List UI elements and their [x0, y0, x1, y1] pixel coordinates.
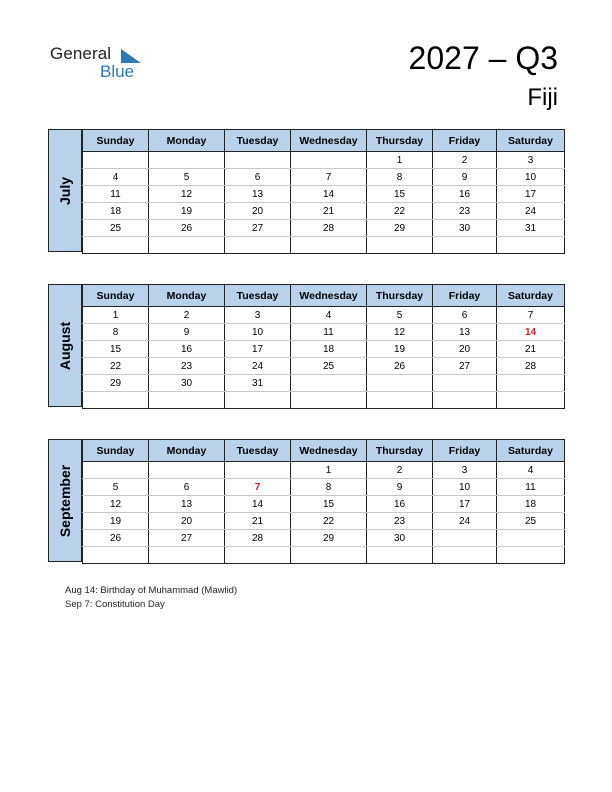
logo-blue-text: Blue	[100, 62, 135, 81]
day-cell: 2	[433, 152, 497, 169]
day-cell: 21	[291, 203, 367, 220]
day-cell: 5	[149, 169, 225, 186]
day-cell	[225, 547, 291, 564]
day-cell: 9	[433, 169, 497, 186]
day-cell	[291, 237, 367, 254]
week-row	[83, 496, 565, 513]
day-cell: 7	[291, 169, 367, 186]
logo-general-text: General	[50, 44, 112, 63]
day-cell: 3	[225, 307, 291, 324]
week-row	[83, 169, 565, 186]
day-cell	[149, 237, 225, 254]
weekday-header: Sunday	[83, 130, 149, 152]
week-row	[83, 392, 565, 409]
day-cell: 30	[367, 530, 433, 547]
country-name: Fiji	[527, 84, 558, 111]
weekday-header: Monday	[149, 440, 225, 462]
month-label	[48, 284, 82, 407]
day-cell	[83, 152, 149, 169]
day-cell	[149, 392, 225, 409]
day-cell: 19	[83, 513, 149, 530]
day-cell: 23	[367, 513, 433, 530]
day-cell: 13	[225, 186, 291, 203]
day-cell	[433, 530, 497, 547]
month-calendar-table	[82, 439, 565, 564]
week-row	[83, 237, 565, 254]
day-cell: 7	[225, 479, 291, 496]
day-cell: 5	[367, 307, 433, 324]
day-cell: 28	[291, 220, 367, 237]
day-cell	[149, 462, 225, 479]
day-cell: 12	[83, 496, 149, 513]
day-cell: 25	[291, 358, 367, 375]
day-cell: 4	[83, 169, 149, 186]
week-row	[83, 203, 565, 220]
holiday-note: Aug 14: Birthday of Muhammad (Mawlid)	[65, 585, 238, 596]
day-cell	[291, 547, 367, 564]
holiday-note: Sep 7: Constitution Day	[65, 599, 165, 610]
day-cell: 8	[291, 479, 367, 496]
day-cell: 5	[83, 479, 149, 496]
day-cell: 26	[83, 530, 149, 547]
day-cell: 4	[291, 307, 367, 324]
month-calendar-table	[82, 129, 565, 254]
weekday-header: Wednesday	[291, 440, 367, 462]
weekday-header: Friday	[433, 440, 497, 462]
day-cell	[149, 152, 225, 169]
week-row	[83, 341, 565, 358]
day-cell: 11	[83, 186, 149, 203]
day-cell	[225, 152, 291, 169]
day-cell	[367, 547, 433, 564]
day-cell	[497, 375, 565, 392]
day-cell	[433, 375, 497, 392]
day-cell: 8	[83, 324, 149, 341]
day-cell: 6	[433, 307, 497, 324]
day-cell: 23	[149, 358, 225, 375]
weekday-header: Friday	[433, 130, 497, 152]
day-cell: 27	[149, 530, 225, 547]
month-block-august	[48, 284, 564, 407]
day-cell: 25	[83, 220, 149, 237]
week-row	[83, 186, 565, 203]
day-cell: 30	[433, 220, 497, 237]
weekday-header: Tuesday	[225, 440, 291, 462]
day-cell: 2	[367, 462, 433, 479]
day-cell	[83, 547, 149, 564]
day-cell	[497, 547, 565, 564]
day-cell: 1	[83, 307, 149, 324]
week-row	[83, 307, 565, 324]
day-cell: 7	[497, 307, 565, 324]
weekday-header: Wednesday	[291, 130, 367, 152]
day-cell: 17	[433, 496, 497, 513]
day-cell: 14	[225, 496, 291, 513]
day-cell	[497, 530, 565, 547]
day-cell: 25	[497, 513, 565, 530]
day-cell	[433, 392, 497, 409]
holiday-notes	[65, 584, 237, 612]
month-name: August	[57, 321, 73, 370]
day-cell: 16	[367, 496, 433, 513]
month-label	[48, 129, 82, 252]
day-cell	[497, 237, 565, 254]
page-title: 2027 – Q3	[408, 40, 558, 76]
day-cell: 3	[433, 462, 497, 479]
month-name: July	[57, 176, 73, 205]
day-cell	[367, 375, 433, 392]
day-cell: 20	[225, 203, 291, 220]
day-cell: 19	[149, 203, 225, 220]
day-cell	[433, 237, 497, 254]
day-cell: 11	[497, 479, 565, 496]
day-cell: 18	[291, 341, 367, 358]
day-cell: 4	[497, 462, 565, 479]
day-cell	[225, 237, 291, 254]
day-cell: 9	[149, 324, 225, 341]
day-cell: 22	[367, 203, 433, 220]
weekday-header-row	[83, 285, 565, 307]
week-row	[83, 324, 565, 341]
day-cell: 23	[433, 203, 497, 220]
weekday-header: Saturday	[497, 285, 565, 307]
week-row	[83, 547, 565, 564]
month-block-september	[48, 439, 564, 562]
day-cell: 18	[83, 203, 149, 220]
logo-triangle-icon	[121, 49, 141, 63]
day-cell: 17	[225, 341, 291, 358]
day-cell: 27	[225, 220, 291, 237]
day-cell: 10	[497, 169, 565, 186]
weekday-header: Wednesday	[291, 285, 367, 307]
month-block-july	[48, 129, 564, 252]
week-row	[83, 358, 565, 375]
day-cell: 10	[433, 479, 497, 496]
day-cell: 11	[291, 324, 367, 341]
week-row	[83, 375, 565, 392]
day-cell: 28	[225, 530, 291, 547]
day-cell: 1	[291, 462, 367, 479]
day-cell: 26	[367, 358, 433, 375]
day-cell	[225, 392, 291, 409]
day-cell	[291, 392, 367, 409]
day-cell: 6	[225, 169, 291, 186]
weekday-header: Tuesday	[225, 285, 291, 307]
day-cell: 15	[367, 186, 433, 203]
day-cell: 24	[433, 513, 497, 530]
day-cell: 26	[149, 220, 225, 237]
day-cell: 3	[497, 152, 565, 169]
day-cell: 22	[83, 358, 149, 375]
day-cell: 14	[497, 324, 565, 341]
week-row	[83, 220, 565, 237]
day-cell: 10	[225, 324, 291, 341]
day-cell	[83, 392, 149, 409]
month-label	[48, 439, 82, 562]
day-cell: 12	[149, 186, 225, 203]
weekday-header-row	[83, 130, 565, 152]
day-cell	[291, 152, 367, 169]
weekday-header: Saturday	[497, 440, 565, 462]
day-cell	[433, 547, 497, 564]
day-cell: 12	[367, 324, 433, 341]
weekday-header: Monday	[149, 130, 225, 152]
day-cell: 6	[149, 479, 225, 496]
day-cell	[225, 462, 291, 479]
week-row	[83, 479, 565, 496]
day-cell: 24	[497, 203, 565, 220]
weekday-header: Monday	[149, 285, 225, 307]
day-cell: 15	[291, 496, 367, 513]
day-cell: 13	[149, 496, 225, 513]
day-cell: 8	[367, 169, 433, 186]
weekday-header: Friday	[433, 285, 497, 307]
weekday-header: Thursday	[367, 285, 433, 307]
day-cell: 29	[367, 220, 433, 237]
day-cell: 2	[149, 307, 225, 324]
day-cell: 9	[367, 479, 433, 496]
day-cell: 30	[149, 375, 225, 392]
week-row	[83, 152, 565, 169]
weekday-header: Thursday	[367, 440, 433, 462]
day-cell: 29	[83, 375, 149, 392]
week-row	[83, 513, 565, 530]
weekday-header: Sunday	[83, 285, 149, 307]
day-cell: 28	[497, 358, 565, 375]
day-cell: 1	[367, 152, 433, 169]
day-cell: 20	[433, 341, 497, 358]
day-cell: 13	[433, 324, 497, 341]
day-cell: 21	[497, 341, 565, 358]
day-cell: 17	[497, 186, 565, 203]
month-name: September	[57, 464, 73, 537]
day-cell: 14	[291, 186, 367, 203]
day-cell: 16	[149, 341, 225, 358]
week-row	[83, 530, 565, 547]
day-cell	[291, 375, 367, 392]
day-cell	[497, 392, 565, 409]
day-cell: 29	[291, 530, 367, 547]
day-cell: 18	[497, 496, 565, 513]
weekday-header: Saturday	[497, 130, 565, 152]
weekday-header-row	[83, 440, 565, 462]
day-cell: 27	[433, 358, 497, 375]
day-cell: 24	[225, 358, 291, 375]
day-cell	[149, 547, 225, 564]
weekday-header: Tuesday	[225, 130, 291, 152]
day-cell	[367, 237, 433, 254]
day-cell: 16	[433, 186, 497, 203]
day-cell: 31	[497, 220, 565, 237]
weekday-header: Sunday	[83, 440, 149, 462]
day-cell	[83, 462, 149, 479]
day-cell	[83, 237, 149, 254]
day-cell: 20	[149, 513, 225, 530]
week-row	[83, 462, 565, 479]
day-cell	[367, 392, 433, 409]
day-cell: 21	[225, 513, 291, 530]
day-cell: 15	[83, 341, 149, 358]
day-cell: 22	[291, 513, 367, 530]
logo	[50, 44, 150, 84]
day-cell: 31	[225, 375, 291, 392]
weekday-header: Thursday	[367, 130, 433, 152]
day-cell: 19	[367, 341, 433, 358]
month-calendar-table	[82, 284, 565, 409]
